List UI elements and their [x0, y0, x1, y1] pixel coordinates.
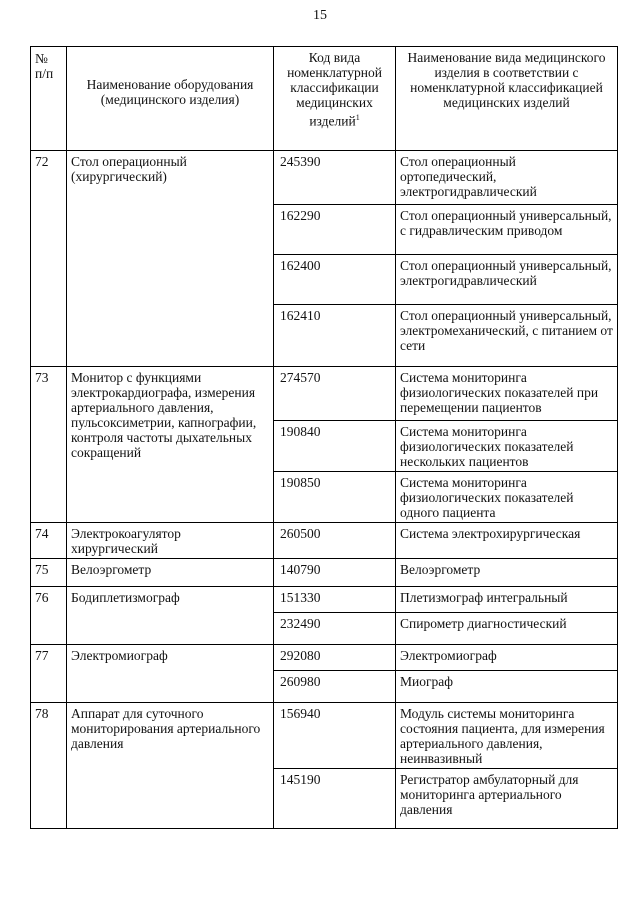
equipment-name: Электромиограф: [67, 645, 274, 703]
row-number: 76: [31, 587, 67, 645]
row-number: 78: [31, 703, 67, 829]
page-number: 15: [313, 8, 327, 23]
classification-code: 145190: [274, 769, 396, 829]
table-row: [31, 523, 618, 559]
device-type-name: Стол операционный ортопедический, электрогидравлический: [396, 151, 618, 205]
equipment-table: [30, 46, 618, 829]
device-type-name: Спирометр диагностический: [396, 613, 618, 645]
device-type-name: Стол операционный универсальный, с гидравлическим приводом: [396, 205, 618, 255]
table-row: [31, 587, 618, 613]
classification-code: 274570: [274, 367, 396, 421]
equipment-name: Аппарат для суточного мониторирования артериального давления: [67, 703, 274, 829]
equipment-name: Велоэргометр: [67, 559, 274, 587]
classification-code: 156940: [274, 703, 396, 769]
classification-code: 190840: [274, 421, 396, 472]
row-number: 74: [31, 523, 67, 559]
device-type-name: Стол операционный универсальный, электрогидравлический: [396, 255, 618, 305]
device-type-name: Стол операционный универсальный, электромеханический, с питанием от сети: [396, 305, 618, 367]
device-type-name: Модуль системы мониторинга состояния пациента, для измерения артериального давления, неинвазивный: [396, 703, 618, 769]
device-type-name: Система мониторинга физиологических показателей одного пациента: [396, 472, 618, 523]
table-row: [31, 151, 618, 205]
device-type-name: Миограф: [396, 671, 618, 703]
header-code-text: Код вида номенклатурной классификации медицинских изделий: [287, 50, 382, 129]
classification-code: 245390: [274, 151, 396, 205]
classification-code: 151330: [274, 587, 396, 613]
table-row: [31, 367, 618, 421]
header-code: [274, 47, 396, 151]
classification-code: 162410: [274, 305, 396, 367]
row-number: 75: [31, 559, 67, 587]
classification-code: 162290: [274, 205, 396, 255]
table-header: [31, 47, 618, 151]
header-number: № п/п: [31, 47, 67, 151]
device-type-name: Электромиограф: [396, 645, 618, 671]
equipment-name: Бодиплетизмограф: [67, 587, 274, 645]
device-type-name: Велоэргометр: [396, 559, 618, 587]
table-body: [31, 151, 618, 829]
table-row: [31, 559, 618, 587]
classification-code: 140790: [274, 559, 396, 587]
classification-code: 162400: [274, 255, 396, 305]
classification-code: 292080: [274, 645, 396, 671]
device-type-name: Система мониторинга физиологических показателей нескольких пациентов: [396, 421, 618, 472]
equipment-name: Монитор с функциями электрокардиографа, измерения артериального давления, пульсоксиметрии, капнографии, контроля частоты дыхательных сокращений: [67, 367, 274, 523]
device-type-name: Система мониторинга физиологических показателей при перемещении пациентов: [396, 367, 618, 421]
header-equipment-name: Наименование оборудования (медицинского изделия): [67, 47, 274, 151]
row-number: 73: [31, 367, 67, 523]
header-code-footnote: 1: [355, 113, 360, 122]
row-number: 77: [31, 645, 67, 703]
header-description: Наименование вида медицинского изделия в соответствии с номенклатурной классификацией медицинских изделий: [396, 47, 618, 151]
classification-code: 260500: [274, 523, 396, 559]
row-number: 72: [31, 151, 67, 367]
equipment-name: Электрокоагулятор хирургический: [67, 523, 274, 559]
classification-code: 232490: [274, 613, 396, 645]
classification-code: 260980: [274, 671, 396, 703]
device-type-name: Система электрохирургическая: [396, 523, 618, 559]
equipment-name: Стол операционный (хирургический): [67, 151, 274, 367]
device-type-name: Регистратор амбулаторный для мониторинга артериального давления: [396, 769, 618, 829]
classification-code: 190850: [274, 472, 396, 523]
table-row: [31, 645, 618, 671]
device-type-name: Плетизмограф интегральный: [396, 587, 618, 613]
table-row: [31, 703, 618, 769]
